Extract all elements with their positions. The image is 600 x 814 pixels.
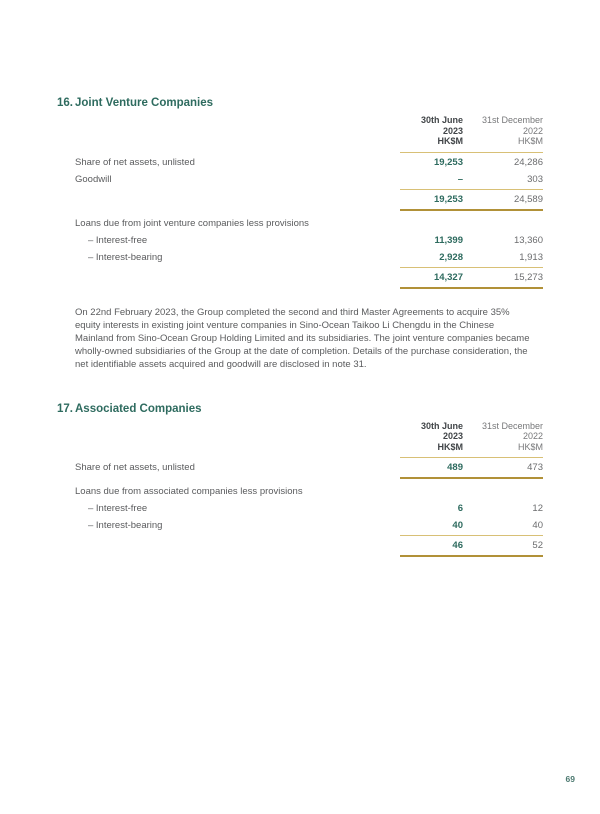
row-label: Loans due from associated companies less provisions [75, 486, 303, 498]
table-rule [400, 477, 543, 479]
table-row [75, 154, 543, 171]
table-rule [400, 267, 543, 268]
table-rule [400, 209, 543, 211]
table-rule [400, 287, 543, 289]
page-number: 69 [565, 774, 575, 784]
row-label [75, 191, 400, 208]
financial-table [75, 421, 543, 558]
value-prior-period [463, 483, 543, 500]
table-rows [75, 459, 543, 557]
column-header-line: 30th June [420, 115, 463, 125]
value-prior-period: 13,360 [513, 234, 543, 246]
column-header-prior-period [463, 421, 543, 453]
column-header-line: 31st December [481, 115, 543, 125]
row-label: – Interest-bearing [88, 520, 163, 532]
section-number: 16. [57, 97, 73, 109]
column-header-line: 2023 [442, 125, 463, 136]
column-header-line: HK$M [517, 441, 543, 452]
value-prior-period: 15,273 [513, 271, 543, 283]
table-row [75, 459, 543, 476]
row-label: – Interest-free [88, 503, 148, 515]
column-header-line: HK$M [437, 136, 463, 146]
value-current-period: 6 [457, 503, 463, 515]
note-section [0, 97, 600, 372]
note-paragraph: On 22nd February 2023, the Group completed the second and third Master Agreements to acquire 35% equity interests in existing joint venture companies in Sino-Ocean Taikoo Li Chengdu in the Chinese Mainland from Sino-Ocean Group Holding Limited and its subsidiaries. The joint venture companies became wholly-owned subsidiaries of the Group at the date of completion. Details of the purchase consideration, the net identifiable assets acquired and goodwill are disclosed in note 31. [75, 306, 530, 371]
value-current-period: 11,399 [434, 234, 463, 246]
table-rows [75, 154, 543, 289]
row-label: Goodwill [75, 173, 112, 185]
row-label [75, 269, 400, 286]
table-row [75, 500, 543, 517]
table-row [75, 232, 543, 249]
value-current-period: 19,253 [433, 193, 463, 205]
section-title: Associated Companies [75, 402, 202, 415]
row-label: Share of net assets, unlisted [75, 462, 195, 474]
value-prior-period [463, 215, 543, 232]
table-row [75, 191, 543, 208]
value-current-period [400, 483, 463, 500]
row-label: Share of net assets, unlisted [75, 156, 195, 168]
table-rule [400, 152, 543, 153]
section-heading [57, 403, 543, 416]
row-label [75, 537, 400, 554]
value-current-period [400, 215, 463, 232]
table-rule [400, 457, 543, 458]
table-rule [400, 189, 543, 190]
table-row [75, 171, 543, 188]
table-column-headers [75, 115, 543, 151]
table-row [75, 537, 543, 554]
financial-table [75, 115, 543, 289]
value-prior-period: 1,913 [519, 251, 543, 263]
row-label: Loans due from joint venture companies less provisions [75, 217, 309, 229]
value-current-period: 489 [447, 462, 463, 474]
note-section [0, 403, 600, 558]
section-title: Joint Venture Companies [75, 97, 214, 109]
table-row [75, 215, 543, 232]
row-label: – Interest-free [88, 234, 148, 246]
table-row [75, 269, 543, 286]
value-prior-period: 24,589 [513, 193, 543, 205]
value-prior-period: 12 [532, 503, 543, 515]
column-header-line: 2022 [522, 125, 543, 136]
value-current-period: – [457, 173, 463, 185]
column-header-line: 31st December [481, 420, 543, 431]
value-current-period: 46 [452, 540, 463, 552]
value-prior-period: 303 [527, 173, 543, 185]
value-prior-period: 52 [532, 540, 543, 552]
column-header-current-period [400, 115, 463, 147]
row-label: – Interest-bearing [88, 251, 163, 263]
value-prior-period: 40 [532, 520, 543, 532]
column-header-prior-period [463, 115, 543, 147]
column-header-line: 30th June [420, 420, 463, 431]
column-header-line: 2023 [442, 431, 463, 442]
table-rule [400, 555, 543, 557]
table-rule [400, 535, 543, 536]
value-current-period: 40 [452, 520, 463, 532]
column-header-line: HK$M [437, 441, 463, 452]
table-row [75, 517, 543, 534]
section-number: 17. [57, 402, 73, 415]
value-current-period: 14,327 [433, 271, 463, 283]
value-current-period: 2,928 [439, 251, 463, 263]
section-heading [57, 97, 543, 110]
value-current-period: 19,253 [433, 156, 463, 168]
column-header-line: 2022 [522, 431, 543, 442]
table-row [75, 483, 543, 500]
value-prior-period: 473 [527, 462, 543, 474]
column-header-current-period [400, 421, 463, 453]
table-column-headers [75, 421, 543, 457]
column-header-line: HK$M [517, 136, 543, 146]
value-prior-period: 24,286 [513, 156, 543, 168]
table-row [75, 249, 543, 266]
